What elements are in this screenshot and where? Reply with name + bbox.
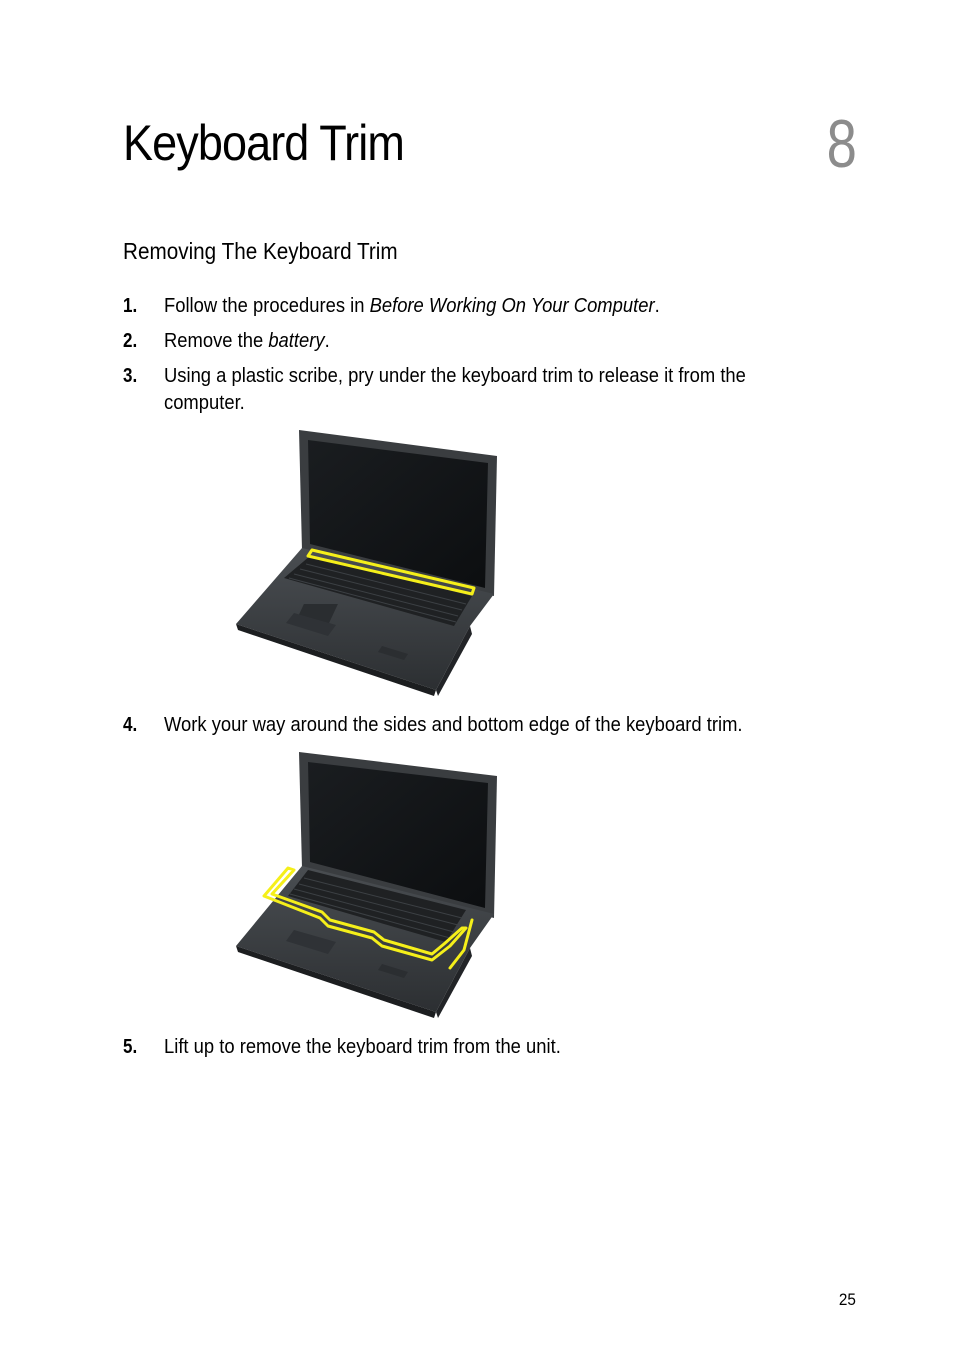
laptop-illustration xyxy=(236,428,498,696)
chapter-title: Keyboard Trim xyxy=(123,115,404,171)
list-item xyxy=(123,712,843,739)
step-number: 5. xyxy=(123,1036,138,1058)
laptop-illustration xyxy=(236,750,498,1018)
step-number: 4. xyxy=(123,714,138,736)
list-item xyxy=(123,1034,843,1061)
list-item xyxy=(123,328,843,355)
list-item xyxy=(123,293,843,320)
step-number: 3. xyxy=(123,365,138,387)
page-number: 25 xyxy=(838,1290,856,1309)
cross-reference-link[interactable]: Before Working On Your Computer xyxy=(369,295,655,317)
step-text: Remove the battery. xyxy=(164,330,330,352)
list-item xyxy=(123,363,843,417)
figure-laptop-top-trim xyxy=(236,428,498,696)
chapter-number: 8 xyxy=(826,106,857,182)
step-text: Work your way around the sides and bottom edge of the keyboard trim. xyxy=(164,714,743,736)
step-text: Follow the procedures in Before Working On Your Computer. xyxy=(164,295,660,317)
section-title: Removing The Keyboard Trim xyxy=(123,238,398,264)
step-number: 2. xyxy=(123,330,138,352)
cross-reference-link[interactable]: battery xyxy=(268,330,325,352)
step-number: 1. xyxy=(123,295,138,317)
step-text: Using a plastic scribe, pry under the keyboard trim to release it from the computer. xyxy=(164,365,746,414)
step-text: Lift up to remove the keyboard trim from the unit. xyxy=(164,1036,561,1058)
figure-laptop-side-trim xyxy=(236,750,498,1018)
